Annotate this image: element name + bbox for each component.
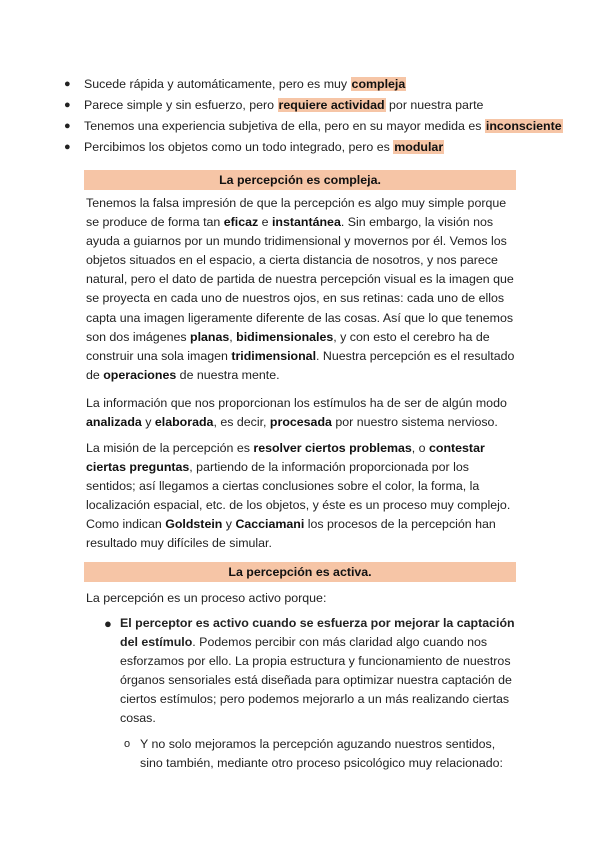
summary-bullet: ● Percibimos los objetos como un todo integrado, pero es modular [62, 137, 562, 158]
highlight: inconsciente [485, 119, 562, 133]
summary-bullet: ● Parece simple y sin esfuerzo, pero requiere actividad por nuestra parte [62, 95, 562, 116]
bullet-dot-icon: ● [64, 99, 71, 111]
bullet-dot-icon: ● [104, 616, 112, 631]
summary-bullet-list [62, 74, 562, 158]
sub-list-item: o Y no solo mejoramos la percepción aguzando nuestros sentidos, sino también, mediante otro proceso psicológico muy relacionado: [124, 736, 503, 770]
section-heading-activa: La percepción es activa. [84, 562, 516, 582]
paragraph-intro: La percepción es un proceso activo porque: [86, 591, 327, 605]
paragraph-complexity: Tenemos la falsa impresión de que la percepción es algo muy simple porque se produce de forma tan eficaz e instantánea. Sin embargo, la visión nos ayuda a guiarnos por un mundo tridimensional y movernos por él. Vemos los objetos situados en el espacio, a cierta distancia de nosotros, y nos parece natural, pero el dato de partida de nuestra percepción visual es la imagen que se proyecta en cada uno de nuestros ojos, en sus retinas: cada uno de ellos capta una imagen ligeramente diferente de las cosas. Así que lo que tenemos son dos imágenes planas, bidimensionales, y con esto el cerebro ha de construir una sola imagen tridimensional. Nuestra percepción es el resultado de operaciones de nuestra mente. [86, 196, 515, 382]
paragraph-mission: La misión de la percepción es resolver ciertos problemas, o contestar ciertas preguntas, partiendo de la información proporcionada por los sentidos; así llegamos a ciertas conclusiones sobre el color, la forma, la localización espacial, etc. de los objetos, y éste es un proceso muy complejo. Como indican Goldstein y Cacciamani los procesos de la percepción han resultado muy difíciles de simular. [86, 441, 511, 551]
summary-bullet: ● Sucede rápida y automáticamente, pero es muy compleja [62, 74, 562, 95]
bullet-dot-icon: ● [64, 78, 71, 90]
bullet-dot-icon: ● [64, 120, 71, 132]
summary-bullet: ● Tenemos una experiencia subjetiva de ella, pero en su mayor medida es inconsciente [62, 116, 562, 137]
section-heading-compleja: La percepción es compleja. [84, 170, 516, 190]
bullet-dot-icon: ● [64, 141, 71, 153]
highlight: requiere actividad [278, 98, 385, 112]
circle-bullet-icon: o [124, 737, 131, 750]
highlight: compleja [351, 77, 406, 91]
list-item: ● El perceptor es activo cuando se esfuerza por mejorar la captación del estímulo. Podemos percibir con más claridad algo cuando nos esforzamos por ello. La propia estructura y funcionamiento de nuestros órganos sensoriales está diseñada para optimizar nuestra captación de ciertos estímulos; pero podemos mejorarlo a un más realizando ciertas cosas. [104, 616, 515, 726]
active-list [100, 614, 520, 773]
highlight: modular [394, 140, 444, 154]
paragraph-processing: La información que nos proporcionan los estímulos ha de ser de algún modo analizada y elaborada, es decir, procesada por nuestro sistema nervioso. [86, 396, 507, 430]
